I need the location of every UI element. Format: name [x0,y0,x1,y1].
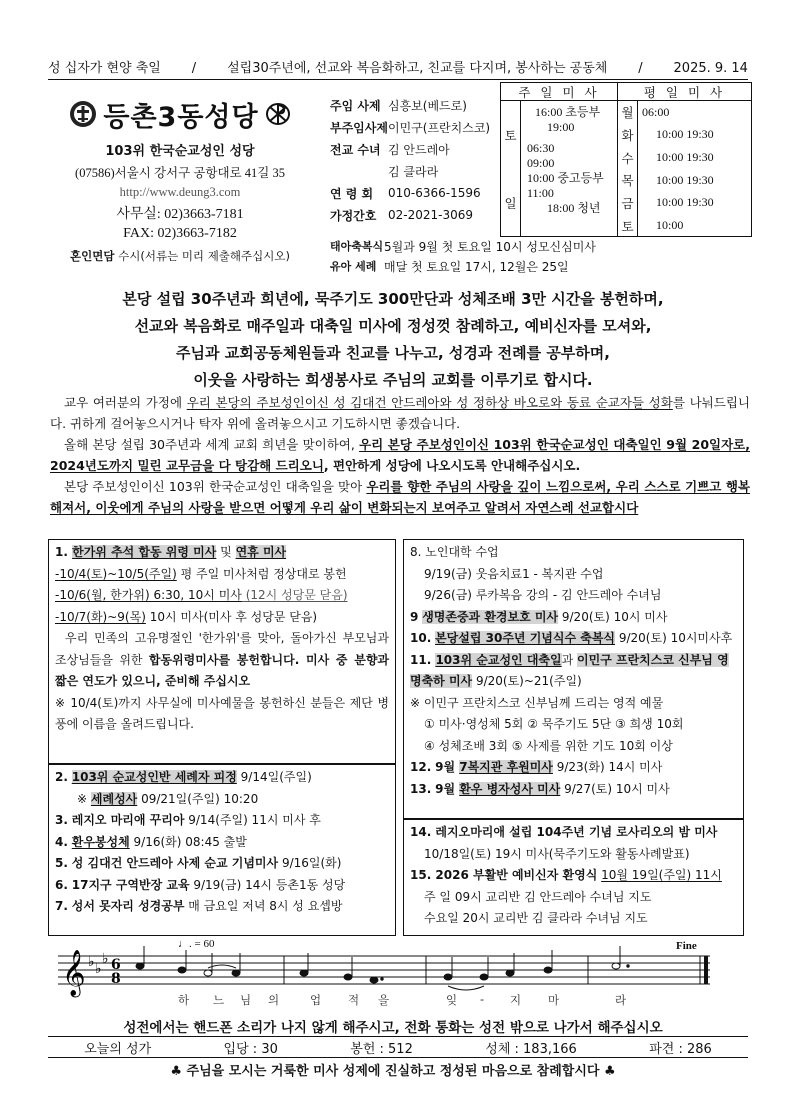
mission-line: 이웃을 사랑하는 희생봉사로 주님의 교회를 이루기로 합시다. [193,371,593,389]
svg-text:♭: ♭ [102,951,109,967]
mass-time: 11:00 [527,186,554,200]
notice-line: 9/19(금) 웃음치료1 - 복지관 수업 [424,566,604,581]
lyrics-line: 하 느 님 의 업 적 을 잊 - 지 마 라 [178,992,627,1007]
notice-item: 11. 103위 순교성인 대축일과 이민구 프란치스코 신부님 영명축하 미사 9/20(토)~21(주일) [410,652,729,688]
footer-exhortation: ♣ 주님을 모시는 거룩한 미사 성제에 진실하고 정성된 마음으로 참례합시다 ♣ [170,1064,616,1079]
notice-line: ① 미사·영성체 5회 ② 묵주기도 5단 ③ 희생 10회 [424,717,684,731]
hymn-communion: 성체 : 183,166 [485,1041,577,1057]
notice-box-holiday-mass [48,539,396,764]
mass-time: 06:00 [642,104,670,119]
bulletin-date: 2025. 9. 14 [673,61,748,76]
announcement-paragraphs [50,392,750,518]
mass-time: 10:00 중고등부 [527,171,604,185]
mass-time: 10:00 19:30 [656,127,714,142]
notice-title: 1. 한가위 추석 합동 위령 미사 및 연휴 미사 [55,545,287,559]
staff-row: 주임 사제 심흥보(베드로) [330,98,467,113]
staff-row: 전교 수녀 김 안드레아 [330,142,450,157]
notice-item: 15. 2026 부활반 예비신자 환영식 10월 19일(주일) 11시 [410,868,722,882]
separator: / [191,61,197,76]
staff-row: 가정간호 02-2021-3069 [330,208,474,223]
hymn-offertory: 봉헌 : 512 [350,1041,413,1057]
notice-line: 수요일 20시 교리반 김 클라라 수녀님 지도 [424,911,648,925]
parish-website-link[interactable]: http://www.deung3.com [119,185,241,199]
separator: / [638,61,643,76]
office-phone: 사무실: 02)3663-7181 [116,207,244,222]
mass-time: 10:00 19:30 [656,172,714,187]
weekday-label: 화 [621,127,634,143]
paragraph: 교우 여러분의 가정에 우리 본당의 주보성인이신 성 김대건 안드레아와 성 정하상 바오로와 동료 순교자들 성화를 나눠드립니다. 귀하게 걸어놓으시거나 탁자 위에 올려놓으시고 기도하시면 좋겠습니다. [50,395,750,431]
parish-seal-icon [69,100,97,128]
sacrament-row: 유아 세례 매달 첫 토요일 17시, 12월은 25일 [330,259,569,274]
sacrament-schedule [330,236,750,276]
svg-text:6: 6 [111,957,121,973]
weekday-label: 토 [621,218,634,234]
mass-time: 10:00 19:30 [656,195,714,210]
mission-line: 주님과 교회공동체원들과 친교를 나누고, 성경과 전례를 공부하며, [176,344,610,362]
sunday-label: 일 [504,196,517,211]
paragraph: 본당 주보성인이신 103위 한국순교성인 대축일을 맞아 우리를 향한 주님의 사랑을 깊이 느낌으로써, 우리 스스로 기쁘고 행복해져서, 이웃에게 주님의 사랑을 받으면 어떻게 우리 삶이 변화되는지 보여주고 알려서 자연스레 선교합시다 [50,479,750,515]
weekday-label: 목 [621,173,634,189]
notice-box-schedule [48,764,396,936]
notice-item: 10. 본당설립 30주년 기념식수 축복식 9/20(토) 10시미사후 [410,631,733,645]
saturday-label: 토 [504,128,517,143]
weekday-mass-title: 평 일 미 사 [618,83,751,101]
mass-time: 06:30 [527,141,555,155]
treble-clef-icon: 𝄞 [62,950,86,996]
chi-rho-icon [265,102,291,126]
hymn-entrance: 입당 : 30 [223,1041,278,1057]
notice-line: ④ 성체조배 3회 ⑤ 사제를 위한 기도 10회 이상 [424,738,673,753]
mass-time: 18:00 청년 [547,201,601,215]
notice-item: 5. 성 김대건 안드레아 사제 순교 기념미사 9/16일(화) [55,856,342,870]
mission-line: 본당 설립 30주년과 희년에, 묵주기도 300만단과 성체조배 3만 시간을 봉헌하며, [122,290,664,308]
notice-item: 4. 환우봉성체 9/16(화) 08:45 출발 [55,834,247,849]
staff-row: 연 령 회 010-6366-1596 [330,186,481,201]
weekday-label: 수 [621,150,634,166]
weekday-label: 월 [621,105,634,121]
mission-line: 선교와 복음화로 매주일과 대축일 미사에 정성껏 참례하고, 예비신자를 모셔와, [134,317,652,335]
fine-marking: Fine [676,940,697,952]
notice-item: ※ 세례성사 09/21일(주일) 10:20 [77,791,259,806]
mass-time: 10:00 [656,218,684,233]
notice-item: 8. 노인대학 수업 [410,545,499,559]
notice-line: 주 일 09시 교리반 김 안드레아 수녀님 지도 [424,889,652,904]
svg-text:♭: ♭ [88,954,95,970]
mass-time: 10:00 19:30 [656,150,714,165]
weekday-mass-table [618,82,752,237]
staff-list [330,94,500,226]
staff-row: 부주임사제 이민구(프란치스코) [330,120,491,135]
notice-line: -10/4(토)~10/5(주일) 평 주일 미사처럼 정상대로 봉헌 [55,566,347,581]
paragraph: 올해 본당 설립 30주년과 세계 교회 희년을 맞이하여, 우리 본당 주보성인이신 103위 한국순교성인 대축일인 9월 20일자로, 2024년도까지 밀린 교무금을 다 탕감해 드리오니, 편안하게 성당에 나오시도록 안내해주십시오. [50,437,750,473]
mission-statement [30,286,756,394]
notice-note: ※ 10/4(토)까지 사무실에 미사예물을 봉헌하신 분들은 제단 병풍에 이름을 올려드립니다. [55,695,389,731]
svg-text:♭: ♭ [95,961,102,977]
notice-item: 12. 9월 7복지관 후원미사 9/23(화) 14시 미사 [410,760,663,774]
tempo-marking: ♩. = 60 [178,938,215,950]
weekday-label: 금 [621,195,634,211]
mass-time: 09:00 [527,156,555,170]
notice-body: 우리 민족의 고유명절인 '한가위'를 맞아, 돌아가신 부모님과 조상님들을 위한 합동위령미사를 봉헌합니다. 미사 중 분향과 짧은 연도가 있으니, 준비해 주십시오 [55,631,389,688]
motto: 설립30주년에, 선교와 복음화하고, 친교를 다지며, 봉사하는 공동체 [227,61,608,76]
notice-line: 9/26(금) 루카복음 강의 - 김 안드레아 수녀님 [424,588,662,602]
top-header-line [48,56,748,80]
feast-label: 성 십자가 현양 축일 [48,61,161,76]
notice-box-upcoming [403,819,744,936]
notice-item: 13. 9월 환우 병자성사 미사 9/27(토) 10시 미사 [410,781,670,796]
notice-note: ※ 이민구 프란치스코 신부님께 드리는 영적 예물 [410,695,664,710]
notice-line: -10/6(월, 한가위) 6:30, 10시 미사 (12시 성당문 닫음) [55,588,348,602]
notice-item: 9 생명존중과 환경보호 미사 9/20(토) 10시 미사 [410,609,668,624]
sunday-mass-table [500,82,618,237]
notice-item: 3. 레지오 마리애 꾸리아 9/14(주일) 11시 미사 후 [55,813,321,827]
notice-item: 6. 17지구 구역반장 교육 9/19(금) 14시 등촌1동 성당 [55,877,346,892]
mass-time: 16:00 초등부 [535,105,601,119]
sacrament-row: 태아축복식 5월과 9월 첫 토요일 10시 성모신심미사 [330,239,596,254]
notice-item: 14. 레지오마리애 설립 104주년 기념 로사리오의 밤 미사 [410,825,718,839]
parish-title-row [44,94,316,134]
notice-box-events [403,539,744,819]
notice-item: 7. 성서 못자리 성경공부 매 금요일 저녁 8시 성 요셉방 [55,899,343,913]
marriage-consult: 혼인면담 수시(서류는 미리 제출해주십시오) [70,249,290,263]
music-score [48,938,720,1014]
hymn-numbers [48,1036,748,1058]
notice-item: 2. 103위 순교성인반 세례자 피정 9/14일(주일) [55,770,312,784]
parish-address: (07586)서울시 강서구 공항대로 41길 35 [75,166,285,180]
sunday-mass-title: 주 일 미 사 [501,83,617,101]
phone-notice: 성전에서는 핸드폰 소리가 나지 않게 해주시고, 전화 통화는 성전 밖으로 나가서 해주십시오 [123,1020,663,1036]
hymn-dismissal: 파견 : 286 [649,1041,712,1057]
hymn-label: 오늘의 성가 [84,1041,152,1057]
parish-subtitle: 103위 한국순교성인 성당 [105,144,255,159]
notice-line: -10/7(화)~9(목) 10시 미사(미사 후 성당문 닫음) [55,609,318,624]
staff-row: 김 클라라 [388,164,439,179]
svg-text:8: 8 [111,971,121,987]
parish-name: 등촌3동성당 [103,101,259,133]
mass-time: 19:00 [547,120,575,134]
fax-number: FAX: 02)3663-7182 [123,226,237,241]
notice-line: 10/18일(토) 19시 미사(묵주기도와 활동사례발표) [424,846,690,861]
parish-info [44,90,316,290]
